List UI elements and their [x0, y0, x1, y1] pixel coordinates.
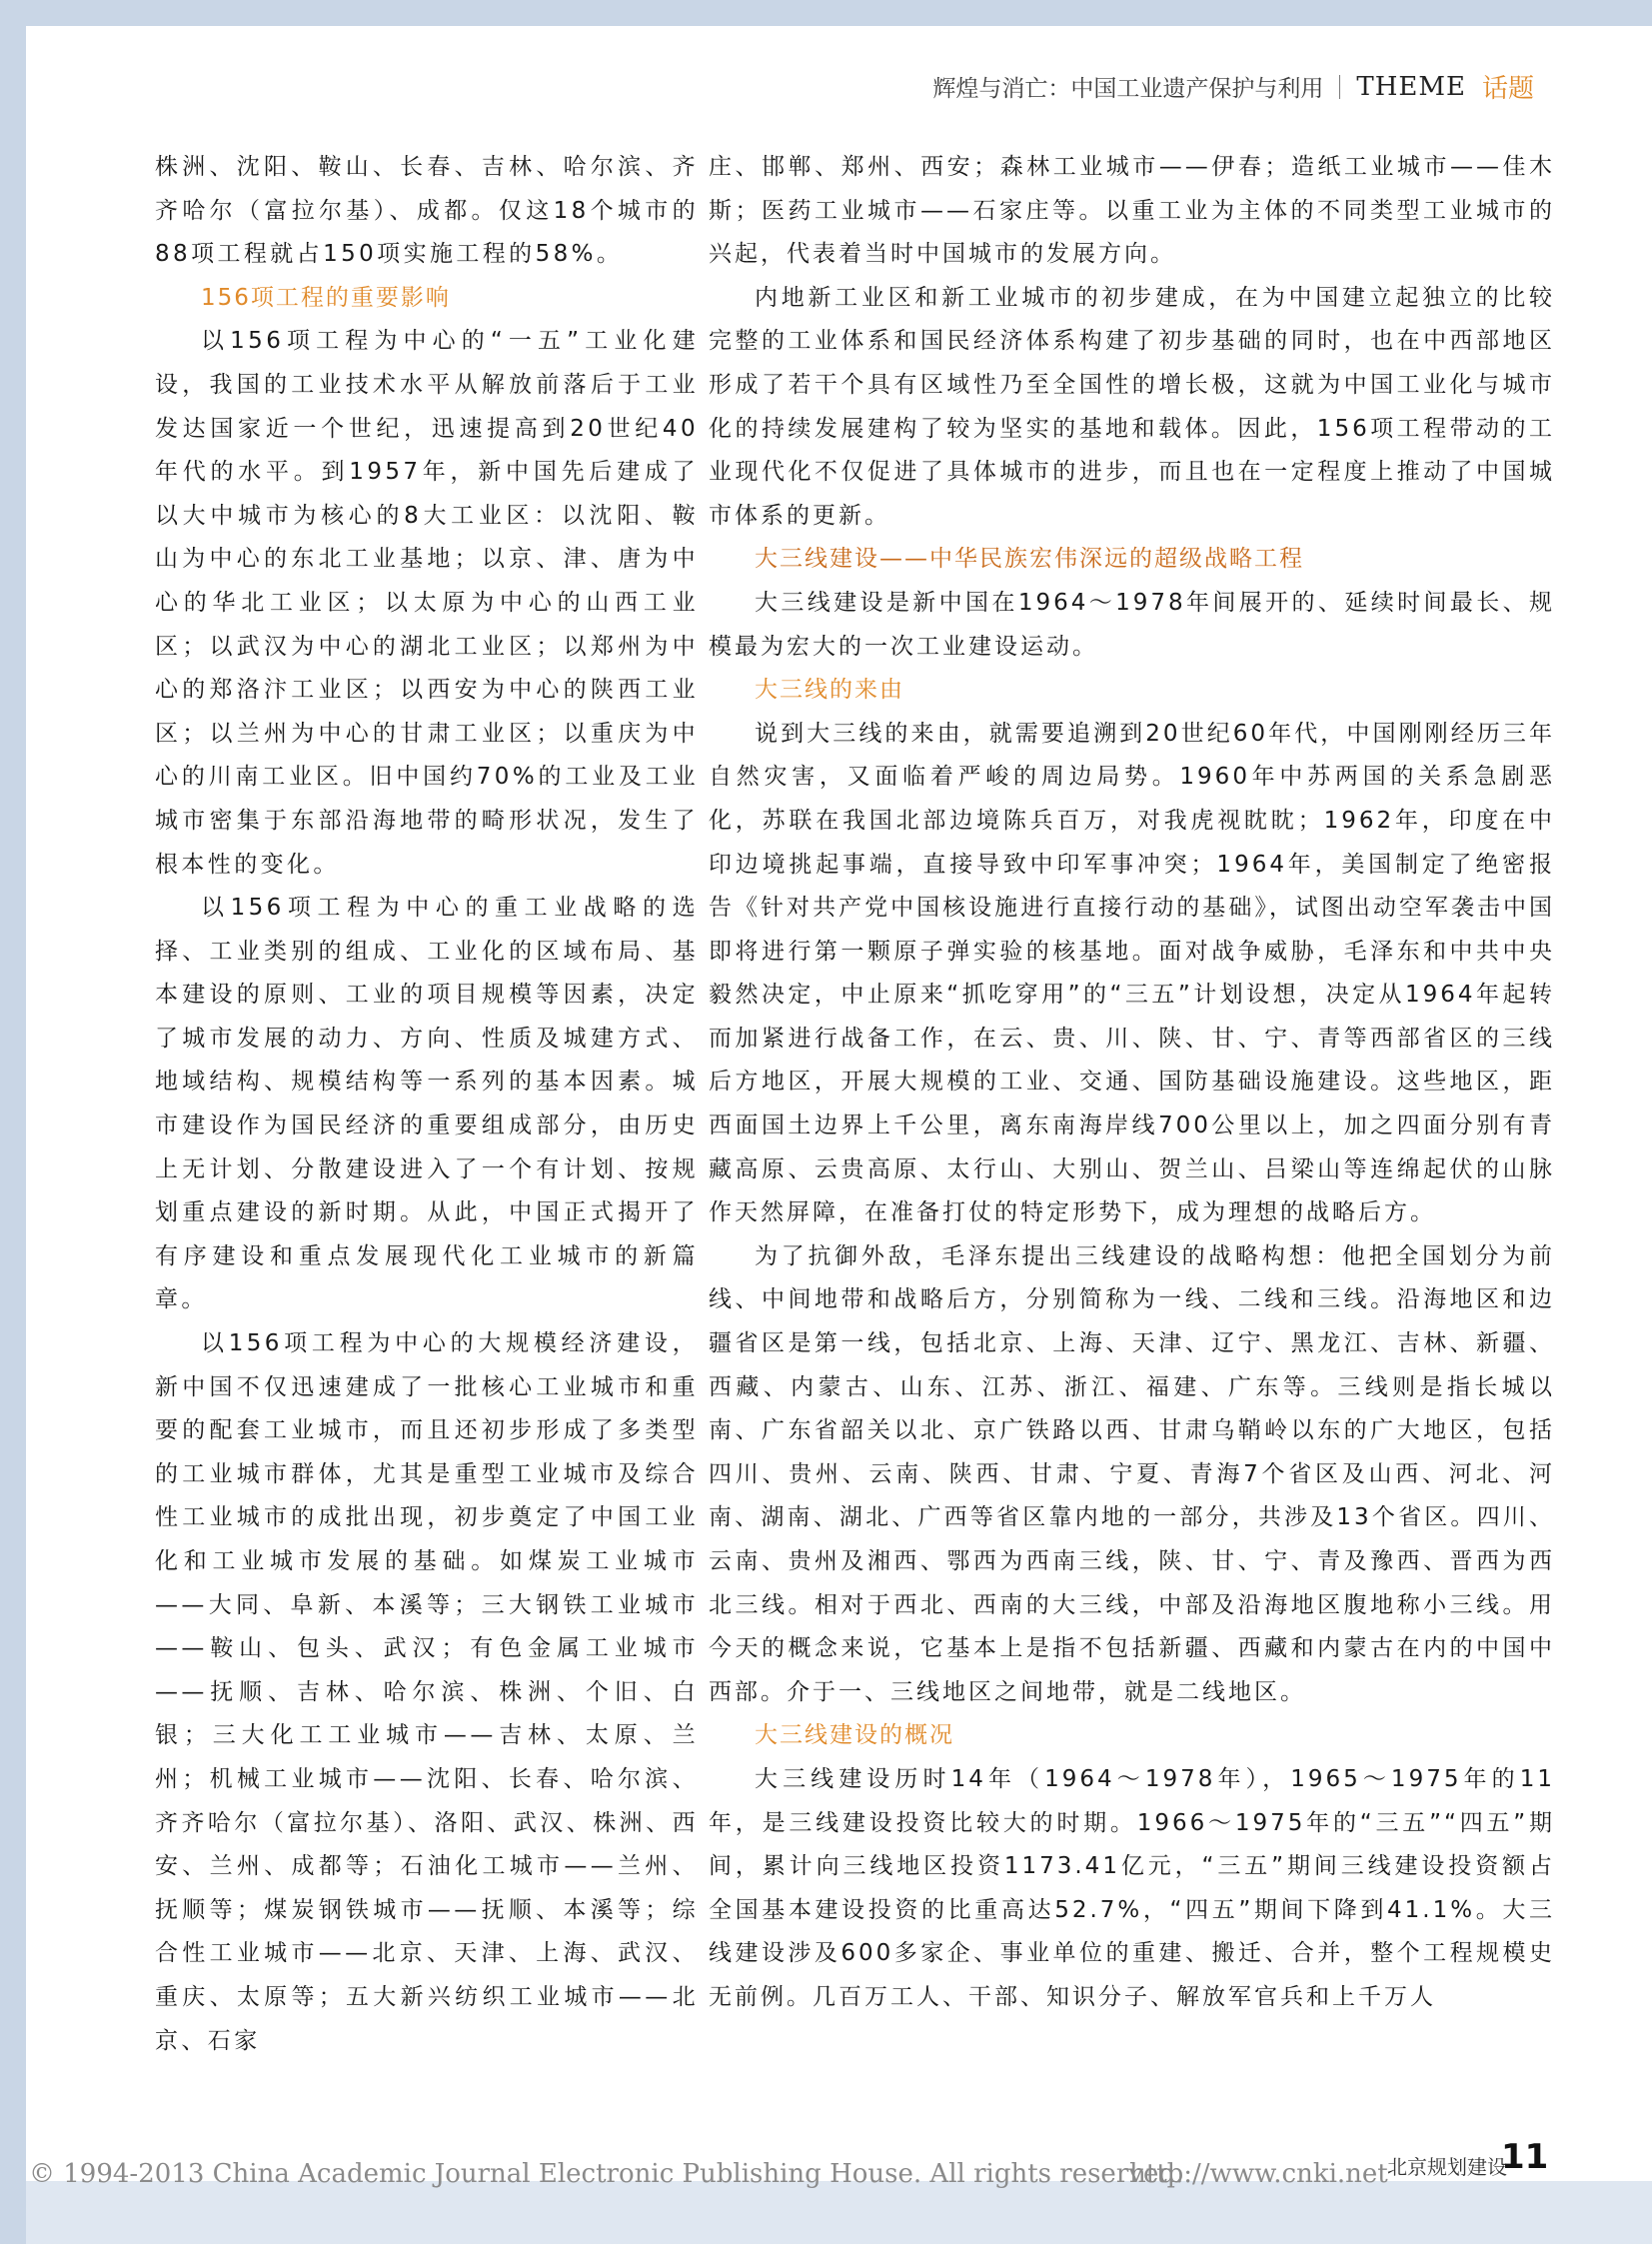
running-header — [932, 68, 1534, 105]
footer-strip — [26, 2181, 1652, 2244]
paragraph: 庄、邯郸、郑州、西安；森林工业城市——伊春；造纸工业城市——佳木斯；医药工业城市——石家庄等。以重工业为主体的不同类型工业城市的兴起，代表着当时中国城市的发展方向。 — [709, 154, 1555, 268]
paragraph: 内地新工业区和新工业城市的初步建成，在为中国建立起独立的比较完整的工业体系和国民经济体系构建了初步基础的同时，也在中西部地区形成了若干个具有区域性乃至全国性的增长极，这就为中国工业化与城市化的持续发展建构了较为坚实的基地和载体。因此，156项工程带动的工业现代化不仅促进了具体城市的进步，而且也在一定程度上推动了中国城市体系的更新。 — [709, 284, 1555, 529]
page-frame-left — [0, 0, 26, 2244]
subsection-heading: 大三线的来由 — [755, 677, 904, 704]
right-column — [709, 146, 1555, 2020]
paragraph: 以156项工程为中心的大规模经济建设，新中国不仅迅速建成了一批核心工业城市和重要的配套工业城市，而且还初步形成了多类型的工业城市群体，尤其是重型工业城市及综合性工业城市的成批出现，初步奠定了中国工业化和工业城市发展的基础。如煤炭工业城市——大同、阜新、本溪等；三大钢铁工业城市——鞍山、包头、武汉；有色金属工业城市——抚顺、吉林、哈尔滨、株洲、个旧、白银；三大化工工业城市——吉林、太原、兰州；机械工业城市——沈阳、长春、哈尔滨、齐齐哈尔（富拉尔基）、洛阳、武汉、株洲、西安、兰州、成都等；石油化工城市——兰州、抚顺等；煤炭钢铁城市——抚顺、本溪等；综合性工业城市——北京、天津、上海、武汉、重庆、太原等；五大新兴纺织工业城市——北京、石家 — [155, 1330, 699, 2054]
paragraph: 株洲、沈阳、鞍山、长春、吉林、哈尔滨、齐齐哈尔（富拉尔基）、成都。仅这18个城市的88项工程就占150项实施工程的58%。 — [155, 154, 699, 268]
section-heading: 156项工程的重要影响 — [201, 284, 451, 311]
left-column — [155, 146, 699, 2063]
header-divider — [1339, 75, 1340, 99]
paragraph: 为了抗御外敌，毛泽东提出三线建设的战略构想：他把全国划分为前线、中间地带和战略后方，分别简称为一线、二线和三线。沿海地区和边疆省区是第一线，包括北京、上海、天津、辽宁、黑龙江、吉林、新疆、西藏、内蒙古、山东、江苏、浙江、福建、广东等。三线则是指长城以南、广东省韶关以北、京广铁路以西、甘肃乌鞘岭以东的广大地区，包括四川、贵州、云南、陕西、甘肃、宁夏、青海7个省区及山西、河北、河南、湖南、湖北、广西等省区靠内地的一部分，共涉及13个省区。四川、云南、贵州及湘西、鄂西为西南三线，陕、甘、宁、青及豫西、晋西为西北三线。相对于西北、西南的大三线，中部及沿海地区腹地称小三线。用今天的概念来说，它基本上是指不包括新疆、西藏和内蒙古在内的中国中西部。介于一、三线地区之间地带，就是二线地区。 — [709, 1242, 1555, 1705]
section-heading: 大三线建设——中华民族宏伟深远的超级战略工程 — [755, 546, 1304, 573]
paragraph: 以156项工程为中心的“一五”工业化建设，我国的工业技术水平从解放前落后于工业发达国家近一个世纪，迅速提高到20世纪40年代的水平。到1957年，新中国先后建成了以大中城市为核心的8大工业区：以沈阳、鞍山为中心的东北工业基地；以京、津、唐为中心的华北工业区；以太原为中心的山西工业区；以武汉为中心的湖北工业区；以郑州为中心的郑洛汴工业区；以西安为中心的陕西工业区；以兰州为中心的甘肃工业区；以重庆为中心的川南工业区。旧中国约70%的工业及工业城市密集于东部沿海地带的畸形状况，发生了根本性的变化。 — [155, 328, 699, 878]
paragraph: 大三线建设是新中国在1964～1978年间展开的、延续时间最长、规模最为宏大的一次工业建设运动。 — [709, 589, 1555, 660]
paragraph: 说到大三线的来由，就需要追溯到20世纪60年代，中国刚刚经历三年自然灾害，又面临着严峻的周边局势。1960年中苏两国的关系急剧恶化，苏联在我国北部边境陈兵百万，对我虎视眈眈；1962年，印度在中印边境挑起事端，直接导致中印军事冲突；1964年，美国制定了绝密报告《针对共产党中国核设施进行直接行动的基础》，试图出动空军袭击中国即将进行第一颗原子弹实验的核基地。面对战争威胁，毛泽东和中共中央毅然决定，中止原来“抓吃穿用”的“三五”计划设想，决定从1964年起转而加紧进行战备工作，在云、贵、川、陕、甘、宁、青等西部省区的三线后方地区，开展大规模的工业、交通、国防基础设施建设。这些地区，距西面国土边界上千公里，离东南海岸线700公里以上，加之四面分别有青藏高原、云贵高原、太行山、大别山、贺兰山、吕梁山等连绵起伏的山脉作天然屏障，在准备打仗的特定形势下，成为理想的战略后方。 — [709, 720, 1555, 1226]
page-number: 11 — [1501, 2137, 1549, 2177]
copyright-notice: © 1994-2013 China Academic Journal Electronic Publishing House. All rights reserved. — [29, 2159, 1184, 2189]
topic-label: 话题 — [1481, 74, 1534, 104]
paragraph: 以156项工程为中心的重工业战略的选择、工业类别的组成、工业化的区域布局、基本建设的原则、工业的项目规模等因素，决定了城市发展的动力、方向、性质及城建方式、地域结构、规模结构等一系列的基本因素。城市建设作为国民经济的重要组成部分，由历史上无计划、分散建设进入了一个有计划、按规划重点建设的新时期。从此，中国正式揭开了有序建设和重点发展现代化工业城市的新篇章。 — [155, 895, 699, 1313]
page-frame-top — [0, 0, 1652, 26]
subsection-heading: 大三线建设的概况 — [755, 1722, 954, 1749]
paragraph: 大三线建设历时14年（1964～1978年），1965～1975年的11年，是三线建设投资比较大的时期。1966～1975年的“三五”“四五”期间，累计向三线地区投资1173.41亿元，“三五”期间三线建设投资额占全国基本建设投资的比重高达52.7%，“四五”期间下降到41.1%。大三线建设涉及600多家企、事业单位的重建、搬迁、合并，整个工程规模史无前例。几百万工人、干部、知识分子、解放军官兵和上千万人 — [709, 1765, 1555, 2010]
document-page — [26, 26, 1652, 2181]
theme-label: THEME — [1356, 71, 1466, 102]
journal-name: 北京规划建设 — [1387, 2155, 1507, 2179]
running-title: 辉煌与消亡：中国工业遗产保护与利用 — [932, 76, 1324, 102]
publisher-url[interactable]: http://www.cnki.net — [1129, 2159, 1388, 2189]
